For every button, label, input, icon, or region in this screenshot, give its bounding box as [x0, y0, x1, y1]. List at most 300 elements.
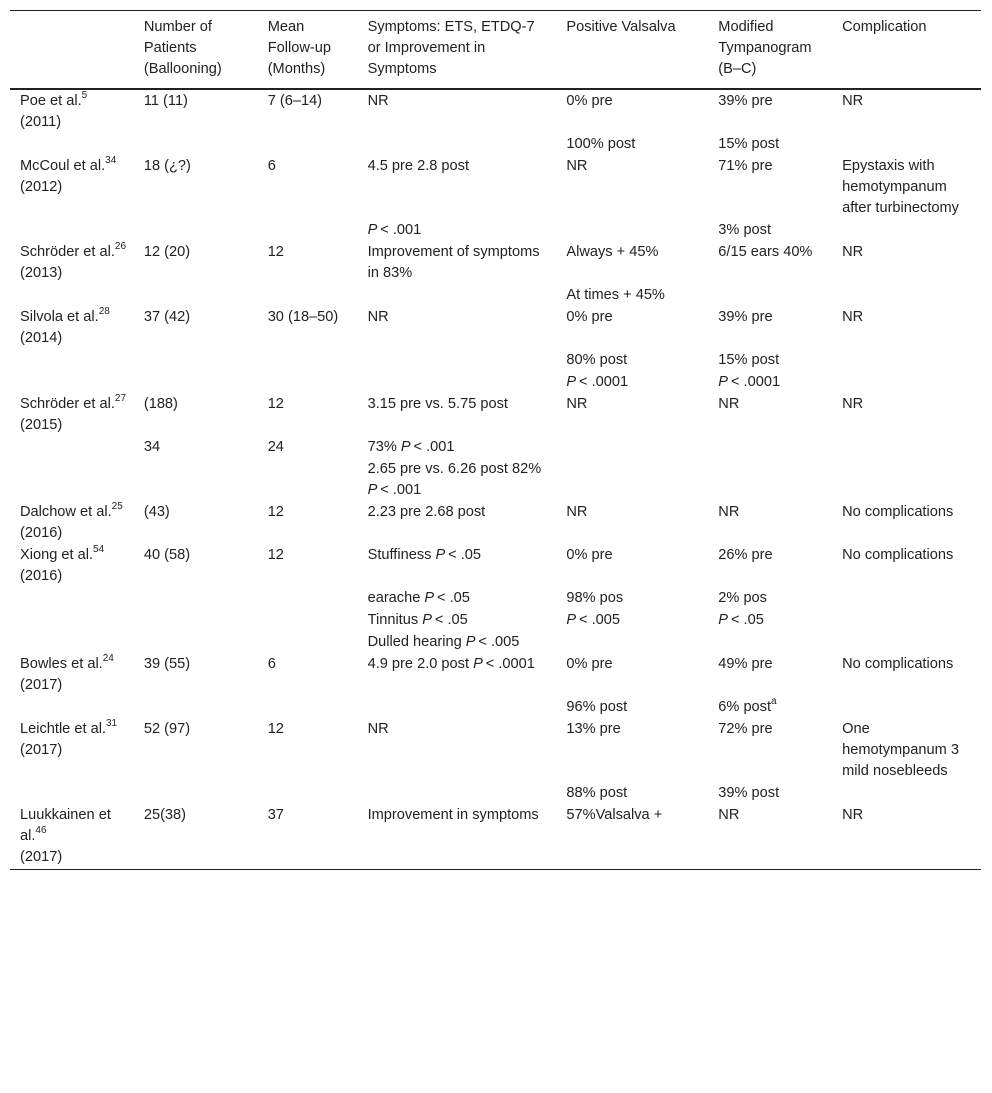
cell-tympanogram	[708, 242, 832, 285]
cell-tympanogram	[708, 220, 832, 242]
cell-tympanogram-text: NR	[718, 807, 740, 823]
cell-tympanogram	[708, 350, 832, 372]
cell-patients	[134, 394, 258, 437]
cell-patients-text: 40 (58)	[143, 547, 191, 563]
cell-symptoms	[358, 719, 557, 783]
cell-symptoms-text: Stuffiness P < .05	[367, 547, 481, 563]
cell-symptoms	[358, 220, 557, 242]
cell-symptoms	[358, 437, 557, 459]
study-ref: 24	[102, 653, 114, 665]
cell-complication	[832, 350, 981, 372]
cell-complication-text: No complications	[842, 656, 954, 672]
study-year: (2017)	[20, 742, 63, 758]
cell-study	[10, 156, 134, 220]
cell-symptoms	[358, 632, 557, 654]
cell-tympanogram	[708, 394, 832, 437]
cell-study	[10, 134, 134, 156]
cell-valsalva-text: 0% pre	[566, 93, 613, 109]
cell-valsalva	[556, 502, 708, 545]
cell-patients	[134, 459, 258, 502]
study-ref: 26	[114, 241, 127, 253]
cell-followup	[258, 89, 358, 134]
cell-complication	[832, 242, 981, 285]
cell-symptoms	[358, 307, 557, 350]
cell-followup	[258, 588, 358, 610]
cell-patients-text: 37 (42)	[143, 309, 191, 325]
cell-symptoms-text: NR	[367, 721, 389, 737]
cell-patients	[134, 242, 258, 285]
cell-symptoms	[358, 805, 557, 870]
cell-patients	[134, 350, 258, 372]
cell-complication-text: NR	[842, 309, 864, 325]
table-row	[10, 502, 981, 545]
study-year: (2017)	[20, 849, 63, 865]
cell-symptoms-text: 4.9 pre 2.0 post P < .0001	[367, 656, 535, 672]
cell-tympanogram-text: 49% pre	[718, 656, 773, 672]
cell-valsalva	[556, 783, 708, 805]
cell-followup-text: 24	[267, 439, 284, 455]
cell-symptoms	[358, 783, 557, 805]
cell-patients	[134, 610, 258, 632]
table-row	[10, 588, 981, 610]
cell-followup	[258, 697, 358, 719]
cell-symptoms-text: NR	[367, 309, 389, 325]
cell-tympanogram	[708, 285, 832, 307]
cell-study	[10, 89, 134, 134]
table-body	[10, 89, 981, 870]
cell-patients	[134, 220, 258, 242]
study-name: Dalchow et al.	[20, 504, 112, 520]
cell-tympanogram	[708, 719, 832, 783]
cell-followup-text: 37	[267, 807, 284, 823]
cell-valsalva-text: At times + 45%	[566, 287, 665, 303]
table-row	[10, 719, 981, 783]
cell-tympanogram-text: P < .05	[718, 612, 764, 628]
table-row	[10, 545, 981, 588]
table-row	[10, 697, 981, 719]
header-patients: Number of Patients (Ballooning)	[143, 19, 222, 77]
cell-patients	[134, 285, 258, 307]
cell-patients	[134, 588, 258, 610]
cell-study	[10, 220, 134, 242]
cell-followup	[258, 459, 358, 502]
cell-study	[10, 242, 134, 285]
cell-valsalva-text: 88% post	[566, 785, 628, 801]
cell-symptoms	[358, 610, 557, 632]
cell-complication-text: NR	[842, 396, 864, 412]
table-row	[10, 307, 981, 350]
cell-symptoms-text: Improvement in symptoms	[367, 807, 539, 823]
cell-valsalva-text: 100% post	[566, 136, 636, 152]
study-year: (2016)	[20, 568, 63, 584]
cell-valsalva	[556, 654, 708, 697]
cell-study	[10, 459, 134, 502]
cell-complication	[832, 502, 981, 545]
cell-study	[10, 307, 134, 350]
cell-patients	[134, 437, 258, 459]
cell-study	[10, 437, 134, 459]
cell-tympanogram	[708, 632, 832, 654]
study-year: (2016)	[20, 525, 63, 541]
cell-valsalva-text: 0% pre	[566, 656, 613, 672]
cell-tympanogram-text: 6% post	[718, 699, 772, 715]
table-row	[10, 437, 981, 459]
cell-complication	[832, 220, 981, 242]
cell-followup	[258, 719, 358, 783]
cell-valsalva-text: 57%Valsalva +	[566, 807, 663, 823]
results-table	[10, 10, 981, 870]
cell-patients-text: (43)	[143, 504, 170, 520]
cell-valsalva	[556, 242, 708, 285]
study-name: Silvola et al.	[20, 309, 99, 325]
cell-tympanogram-text: 3% post	[718, 222, 772, 238]
cell-symptoms-text: NR	[367, 93, 389, 109]
cell-symptoms	[358, 459, 557, 502]
cell-complication	[832, 394, 981, 437]
study-name: Poe et al.	[20, 93, 82, 109]
cell-complication	[832, 372, 981, 394]
cell-valsalva-text: 13% pre	[566, 721, 621, 737]
cell-complication	[832, 437, 981, 459]
cell-patients	[134, 307, 258, 350]
cell-followup	[258, 632, 358, 654]
header-tympanogram: Modified Tympanogram (B–C)	[718, 19, 812, 77]
cell-study	[10, 394, 134, 437]
cell-followup	[258, 372, 358, 394]
cell-complication-text: No complications	[842, 547, 954, 563]
study-ref: 5	[81, 90, 88, 102]
cell-patients	[134, 697, 258, 719]
cell-followup	[258, 783, 358, 805]
cell-complication	[832, 89, 981, 134]
cell-valsalva	[556, 285, 708, 307]
study-year: (2017)	[20, 677, 63, 693]
cell-valsalva	[556, 350, 708, 372]
cell-tympanogram-text: 72% pre	[718, 721, 773, 737]
study-name: Luukkainen et al.	[20, 807, 111, 844]
cell-symptoms	[358, 134, 557, 156]
cell-patients	[134, 134, 258, 156]
cell-study	[10, 783, 134, 805]
cell-valsalva-text: 80% post	[566, 352, 628, 368]
cell-tympanogram	[708, 134, 832, 156]
cell-followup	[258, 285, 358, 307]
cell-valsalva	[556, 220, 708, 242]
cell-patients	[134, 156, 258, 220]
cell-patients-text: 12 (20)	[143, 244, 191, 260]
cell-complication	[832, 285, 981, 307]
cell-followup	[258, 394, 358, 437]
cell-study	[10, 632, 134, 654]
cell-patients	[134, 502, 258, 545]
cell-valsalva	[556, 588, 708, 610]
table-row	[10, 783, 981, 805]
header-valsalva: Positive Valsalva	[566, 19, 676, 35]
cell-tympanogram	[708, 156, 832, 220]
cell-complication	[832, 805, 981, 870]
cell-tympanogram-text: P < .0001	[718, 374, 781, 390]
cell-valsalva-text: NR	[566, 396, 588, 412]
cell-tympanogram-text: 26% pre	[718, 547, 773, 563]
table-row	[10, 394, 981, 437]
cell-symptoms-text: 2.23 pre 2.68 post	[367, 504, 486, 520]
cell-tympanogram	[708, 805, 832, 870]
cell-tympanogram-text: 39% pre	[718, 309, 773, 325]
cell-patients-text: (188)	[143, 396, 178, 412]
cell-valsalva-text: 96% post	[566, 699, 628, 715]
study-year: (2011)	[20, 114, 62, 130]
header-row	[10, 11, 981, 90]
header-followup: Mean Follow-up (Months)	[267, 19, 331, 77]
cell-complication-text: NR	[842, 807, 864, 823]
cell-complication-text: NR	[842, 93, 864, 109]
cell-patients-text: 52 (97)	[143, 721, 191, 737]
cell-symptoms	[358, 697, 557, 719]
cell-valsalva	[556, 545, 708, 588]
cell-symptoms	[358, 588, 557, 610]
cell-study	[10, 654, 134, 697]
cell-patients	[134, 654, 258, 697]
cell-study	[10, 285, 134, 307]
cell-study	[10, 588, 134, 610]
cell-tympanogram	[708, 89, 832, 134]
cell-tympanogram-text: 71% pre	[718, 158, 773, 174]
cell-study	[10, 350, 134, 372]
header-symptoms: Symptoms: ETS, ETDQ-7 or Improvement in Symptoms	[367, 19, 535, 77]
cell-complication	[832, 610, 981, 632]
cell-study	[10, 805, 134, 870]
cell-complication-text: One hemotympanum 3 mild nosebleeds	[842, 721, 959, 779]
cell-tympanogram	[708, 610, 832, 632]
cell-valsalva-text: NR	[566, 504, 588, 520]
cell-valsalva-text: P < .005	[566, 612, 621, 628]
table-row	[10, 134, 981, 156]
cell-followup	[258, 805, 358, 870]
cell-patients	[134, 372, 258, 394]
cell-tympanogram	[708, 783, 832, 805]
cell-tympanogram	[708, 588, 832, 610]
cell-symptoms-text: Improvement of symptoms in 83%	[367, 244, 540, 281]
table-row	[10, 805, 981, 870]
cell-valsalva-text: NR	[566, 158, 588, 174]
cell-followup-text: 12	[267, 396, 284, 412]
cell-complication-text: Epystaxis with hemotympanum after turbinectomy	[842, 158, 959, 216]
table-row	[10, 220, 981, 242]
cell-valsalva	[556, 372, 708, 394]
cell-complication-text: No complications	[842, 504, 954, 520]
table-row	[10, 632, 981, 654]
header-complication: Complication	[842, 19, 927, 35]
cell-patients	[134, 89, 258, 134]
cell-followup	[258, 156, 358, 220]
cell-study	[10, 719, 134, 783]
table-row	[10, 372, 981, 394]
cell-study	[10, 502, 134, 545]
cell-complication	[832, 545, 981, 588]
cell-valsalva-text: P < .0001	[566, 374, 629, 390]
table-row	[10, 285, 981, 307]
cell-valsalva	[556, 719, 708, 783]
cell-patients-text: 39 (55)	[143, 656, 191, 672]
cell-valsalva-text: 0% pre	[566, 547, 613, 563]
cell-patients	[134, 719, 258, 783]
study-ref: 46	[35, 825, 47, 837]
cell-followup	[258, 610, 358, 632]
cell-symptoms-text: earache P < .05	[367, 590, 470, 606]
table-row	[10, 350, 981, 372]
cell-complication	[832, 697, 981, 719]
study-ref: 31	[106, 718, 118, 730]
cell-symptoms-text: Tinnitus P < .05	[367, 612, 468, 628]
table-row	[10, 610, 981, 632]
cell-valsalva-text: Always + 45%	[566, 244, 659, 260]
cell-followup-text: 12	[267, 244, 284, 260]
study-ref: 28	[98, 306, 110, 318]
cell-followup	[258, 307, 358, 350]
study-name: McCoul et al.	[20, 158, 106, 174]
cell-patients-text: 34	[143, 439, 161, 455]
study-name: Schröder et al.	[20, 244, 115, 260]
table-row	[10, 89, 981, 134]
cell-tympanogram	[708, 654, 832, 697]
study-year: (2013)	[20, 265, 63, 281]
cell-patients	[134, 805, 258, 870]
cell-valsalva	[556, 610, 708, 632]
cell-valsalva	[556, 697, 708, 719]
cell-valsalva	[556, 394, 708, 437]
cell-followup-text: 30 (18–50)	[267, 309, 339, 325]
cell-followup-text: 12	[267, 504, 284, 520]
study-ref: 34	[105, 155, 117, 167]
cell-tympanogram-text: 2% pos	[718, 590, 767, 606]
footnote-marker: a	[771, 696, 777, 708]
study-name: Bowles et al.	[20, 656, 103, 672]
cell-valsalva	[556, 459, 708, 502]
study-name: Leichtle et al.	[20, 721, 106, 737]
cell-complication	[832, 134, 981, 156]
cell-patients-text: 11 (11)	[143, 93, 188, 109]
cell-complication	[832, 588, 981, 610]
cell-tympanogram-text: NR	[718, 396, 740, 412]
cell-followup	[258, 545, 358, 588]
cell-symptoms	[358, 242, 557, 285]
table-row	[10, 156, 981, 220]
cell-complication	[832, 783, 981, 805]
cell-followup-text: 7 (6–14)	[267, 93, 323, 109]
cell-tympanogram	[708, 437, 832, 459]
cell-patients-text: 18 (¿?)	[143, 158, 191, 174]
cell-symptoms-text: 2.65 pre vs. 6.26 post 82% P < .001	[367, 461, 542, 498]
cell-study	[10, 545, 134, 588]
table-row	[10, 242, 981, 285]
cell-patients	[134, 632, 258, 654]
cell-tympanogram-text: 6/15 ears 40%	[718, 244, 813, 260]
cell-valsalva-text: 0% pre	[566, 309, 613, 325]
cell-tympanogram	[708, 307, 832, 350]
cell-study	[10, 697, 134, 719]
cell-symptoms-text: 4.5 pre 2.8 post	[367, 158, 470, 174]
cell-symptoms-text: Dulled hearing P < .005	[367, 634, 520, 650]
cell-complication	[832, 459, 981, 502]
cell-symptoms	[358, 285, 557, 307]
cell-followup	[258, 350, 358, 372]
study-ref: 25	[111, 501, 123, 513]
cell-tympanogram-text: 39% pre	[718, 93, 773, 109]
study-year: (2012)	[20, 179, 63, 195]
cell-study	[10, 372, 134, 394]
cell-complication	[832, 632, 981, 654]
cell-valsalva	[556, 134, 708, 156]
cell-tympanogram	[708, 697, 832, 719]
study-ref: 27	[114, 393, 127, 405]
cell-valsalva	[556, 307, 708, 350]
cell-valsalva	[556, 156, 708, 220]
table-row	[10, 459, 981, 502]
cell-patients	[134, 545, 258, 588]
cell-tympanogram	[708, 459, 832, 502]
cell-complication	[832, 156, 981, 220]
cell-symptoms	[358, 545, 557, 588]
cell-followup-text: 12	[267, 721, 284, 737]
cell-complication	[832, 719, 981, 783]
cell-valsalva	[556, 805, 708, 870]
cell-tympanogram-text: 15% post	[718, 136, 780, 152]
cell-tympanogram-text: 39% post	[718, 785, 780, 801]
cell-valsalva-text: 98% pos	[566, 590, 624, 606]
cell-followup-text: 6	[267, 158, 276, 174]
study-name: Schröder et al.	[20, 396, 115, 412]
cell-tympanogram-text: 15% post	[718, 352, 780, 368]
cell-symptoms-text: 73% P < .001	[367, 439, 455, 455]
cell-followup	[258, 242, 358, 285]
cell-followup	[258, 502, 358, 545]
cell-tympanogram-text: NR	[718, 504, 740, 520]
cell-symptoms	[358, 156, 557, 220]
table-row	[10, 654, 981, 697]
cell-tympanogram	[708, 545, 832, 588]
study-name: Xiong et al.	[20, 547, 94, 563]
study-ref: 54	[93, 544, 105, 556]
cell-complication	[832, 654, 981, 697]
cell-symptoms	[358, 502, 557, 545]
cell-complication	[832, 307, 981, 350]
cell-symptoms-text: 3.15 pre vs. 5.75 post	[367, 396, 508, 412]
cell-followup	[258, 134, 358, 156]
cell-symptoms	[358, 350, 557, 372]
study-year: (2015)	[20, 417, 63, 433]
cell-tympanogram	[708, 502, 832, 545]
cell-study	[10, 610, 134, 632]
header-study	[10, 11, 134, 90]
cell-patients	[134, 783, 258, 805]
cell-valsalva	[556, 632, 708, 654]
cell-valsalva	[556, 437, 708, 459]
cell-followup-text: 12	[267, 547, 284, 563]
cell-followup-text: 6	[267, 656, 276, 672]
cell-symptoms	[358, 89, 557, 134]
cell-followup	[258, 654, 358, 697]
cell-valsalva	[556, 89, 708, 134]
study-year: (2014)	[20, 330, 63, 346]
cell-symptoms	[358, 654, 557, 697]
cell-followup	[258, 437, 358, 459]
cell-symptoms-text: P < .001	[367, 222, 422, 238]
cell-symptoms	[358, 394, 557, 437]
cell-followup	[258, 220, 358, 242]
cell-tympanogram	[708, 372, 832, 394]
cell-patients-text: 25(38)	[143, 807, 187, 823]
cell-symptoms	[358, 372, 557, 394]
